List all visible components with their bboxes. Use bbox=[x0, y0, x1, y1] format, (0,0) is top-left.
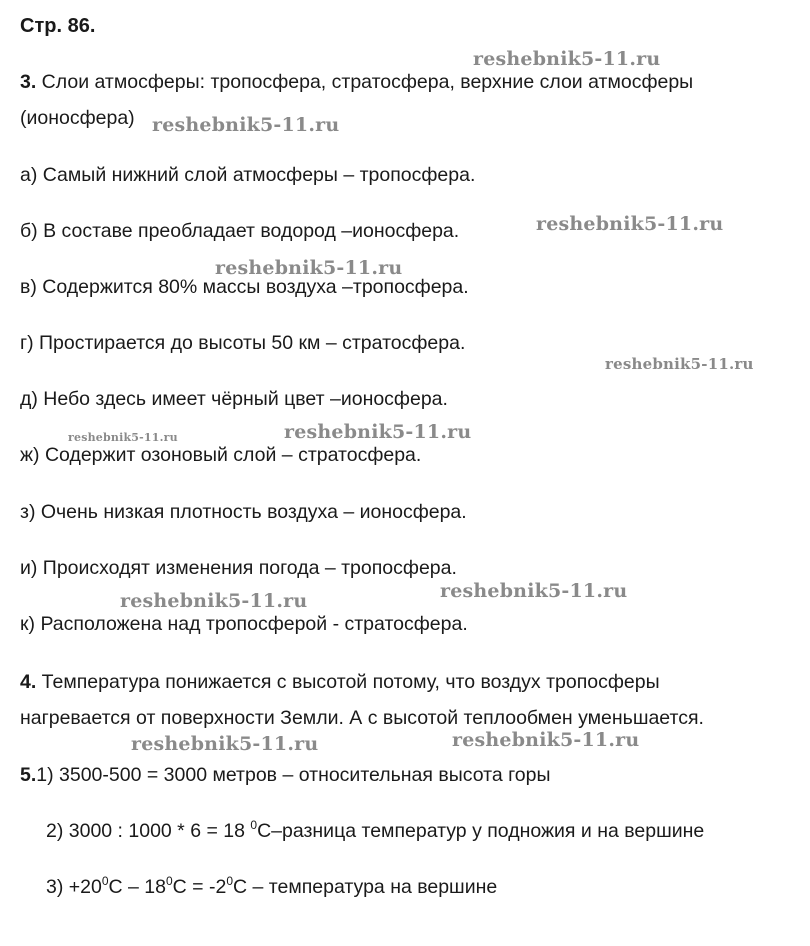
task3-item-k: к) Расположена над тропосферой - стратосфера. bbox=[20, 613, 468, 635]
task5-step3 bbox=[46, 875, 497, 899]
task5-number: 5. bbox=[20, 764, 37, 786]
task5-step2-part: 2) 3000 : 1000 * 6 = 18 bbox=[46, 820, 251, 842]
task3-item-i: и) Происходят изменения погода – тропосфера. bbox=[20, 557, 457, 579]
task3-item-v: в) Содержится 80% массы воздуха –тропосфера. bbox=[20, 276, 469, 298]
watermark: reshebnik5-11.ru bbox=[68, 431, 178, 444]
task5-step3-part: 3) +20 bbox=[46, 876, 102, 898]
task4-line2: нагревается от поверхности Земли. А с высотой теплообмен уменьшается. bbox=[20, 707, 704, 729]
task5-step1 bbox=[20, 763, 550, 787]
degree-sup: 0 bbox=[250, 818, 258, 832]
task5-step2-part: С–разница температур у подножия и на вершине bbox=[257, 820, 705, 842]
watermark: reshebnik5-11.ru bbox=[536, 213, 724, 235]
watermark: reshebnik5-11.ru bbox=[152, 114, 340, 136]
degree-sup: 0 bbox=[226, 874, 234, 888]
watermark: reshebnik5-11.ru bbox=[452, 729, 640, 751]
page-title: Стр. 86. bbox=[20, 15, 96, 37]
task5-step2 bbox=[46, 819, 704, 843]
task5-step3-part: С – 18 bbox=[108, 876, 166, 898]
task3-item-a: а) Самый нижний слой атмосферы – тропосфера. bbox=[20, 164, 476, 186]
task3-item-z: з) Очень низкая плотность воздуха – ионосфера. bbox=[20, 501, 467, 523]
task5-step3-part: С = -2 bbox=[172, 876, 227, 898]
task4-text: Температура понижается с высотой потому, что воздух тропосферы bbox=[36, 671, 660, 693]
degree-sup: 0 bbox=[165, 874, 173, 888]
task5-step3-part: С – температура на вершине bbox=[233, 876, 498, 898]
watermark: reshebnik5-11.ru bbox=[440, 580, 628, 602]
task3-intro-line2: (ионосфера) bbox=[20, 107, 135, 129]
task3-item-b: б) В составе преобладает водород –ионосфера. bbox=[20, 220, 460, 242]
watermark: reshebnik5-11.ru bbox=[131, 733, 319, 755]
task4-number: 4. bbox=[20, 671, 37, 693]
task3-intro-line1 bbox=[20, 70, 693, 94]
degree-sup: 0 bbox=[101, 874, 109, 888]
task3-intro-text: Слои атмосферы: тропосфера, стратосфера, верхние слои атмосферы bbox=[36, 71, 694, 93]
task3-item-zh: ж) Содержит озоновый слой – стратосфера. bbox=[20, 444, 422, 466]
task4-line1 bbox=[20, 670, 660, 694]
watermark: reshebnik5-11.ru bbox=[473, 48, 661, 70]
watermark: reshebnik5-11.ru bbox=[284, 421, 472, 443]
task5-step1-text: 1) 3500-500 = 3000 метров – относительная высота горы bbox=[36, 764, 551, 786]
task3-item-g: г) Простирается до высоты 50 км – стратосфера. bbox=[20, 332, 466, 354]
watermark: reshebnik5-11.ru bbox=[605, 355, 754, 373]
task3-item-d: д) Небо здесь имеет чёрный цвет –ионосфера. bbox=[20, 388, 448, 410]
watermark: reshebnik5-11.ru bbox=[215, 257, 403, 279]
watermark: reshebnik5-11.ru bbox=[120, 590, 308, 612]
task3-number: 3. bbox=[20, 71, 37, 93]
